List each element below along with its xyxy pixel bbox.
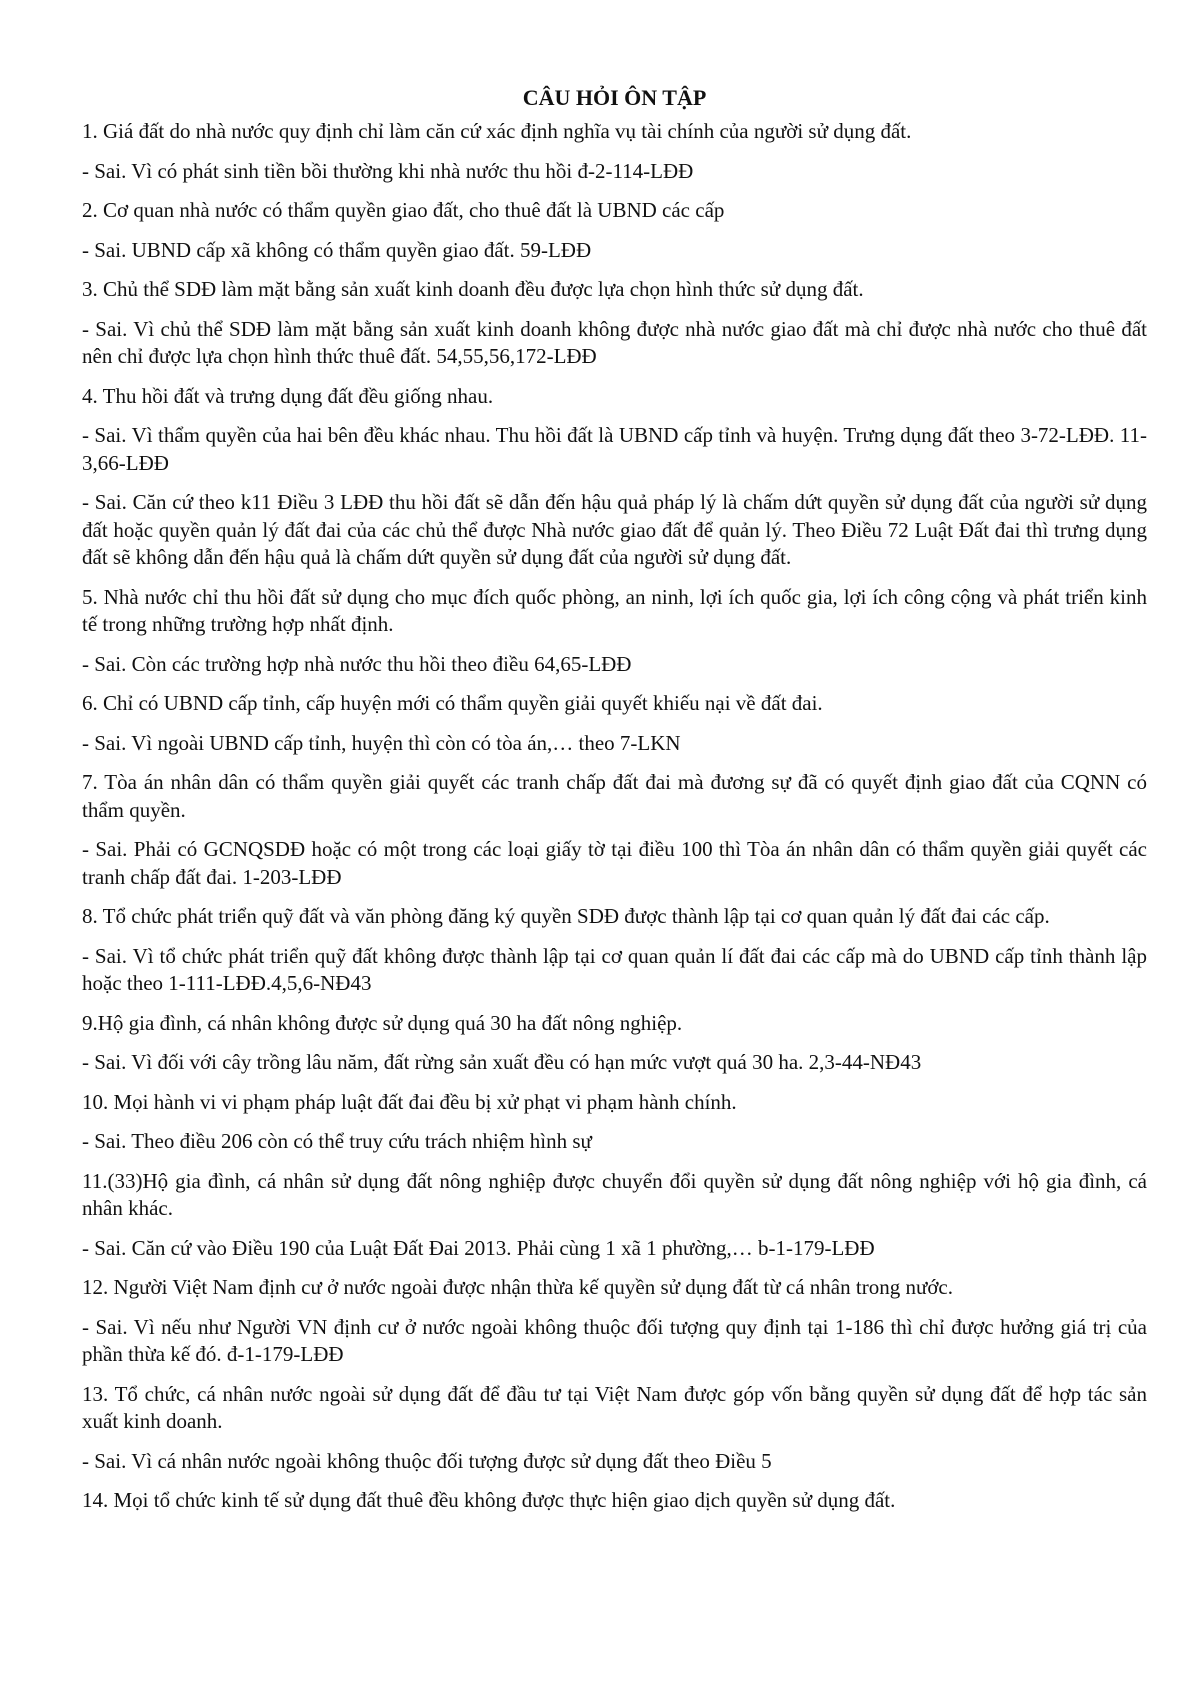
answer-7: - Sai. Phải có GCNQSDĐ hoặc có một trong các loại giấy tờ tại điều 100 thì Tòa án nhân dân có thẩm quyền giải quyết các tranh chấp đất đai. 1-203-LĐĐ	[82, 837, 1147, 889]
question-3: 3. Chủ thể SDĐ làm mặt bằng sản xuất kinh doanh đều được lựa chọn hình thức sử dụng đất.	[82, 277, 864, 301]
answer-3: - Sai. Vì chủ thể SDĐ làm mặt bằng sản xuất kinh doanh không được nhà nước giao đất mà chỉ được nhà nước cho thuê đất nên chỉ được lựa chọn hình thức thuê đất. 54,55,56,172-LĐĐ	[82, 316, 1147, 368]
question-11: 11.(33)Hộ gia đình, cá nhân sử dụng đất nông nghiệp được chuyển đổi quyền sử dụng đất nông nghiệp với hộ gia đình, cá nhân khác.	[82, 1168, 1147, 1220]
answer-11: - Sai. Căn cứ vào Điều 190 của Luật Đất Đai 2013. Phải cùng 1 xã 1 phường,… b-1-179-LĐĐ	[82, 1235, 875, 1260]
answer-4b: - Sai. Căn cứ theo k11 Điều 3 LĐĐ thu hồi đất sẽ dẫn đến hậu quả pháp lý là chấm dứt quyền sử dụng đất của người sử dụng đất hoặc quyền quản lý đất đai của các chủ thể được Nhà nước giao đất để quản lý. Theo Điều 72 Luật Đất đai thì trưng dụng đất sẽ không dẫn đến hậu quả là chấm dứt quyền sử dụng đất của người sử dụng đất.	[82, 490, 1147, 569]
answer-5: - Sai. Còn các trường hợp nhà nước thu hồi theo điều 64,65-LĐĐ	[82, 651, 632, 676]
qa-list	[82, 118, 1147, 1515]
answer-8: - Sai. Vì tổ chức phát triển quỹ đất không được thành lập tại cơ quan quản lí đất đai các cấp mà do UBND cấp tỉnh thành lập hoặc theo 1-111-LĐĐ.4,5,6-NĐ43	[82, 943, 1147, 995]
question-7: 7. Tòa án nhân dân có thẩm quyền giải quyết các tranh chấp đất đai mà đương sự đã có quyết định giao đất của CQNN có thẩm quyền.	[82, 770, 1147, 822]
answer-13: - Sai. Vì cá nhân nước ngoài không thuộc đối tượng được sử dụng đất theo Điều 5	[82, 1448, 772, 1473]
question-14: 14. Mọi tổ chức kinh tế sử dụng đất thuê đều không được thực hiện giao dịch quyền sử dụng đất.	[82, 1488, 896, 1512]
answer-4a: - Sai. Vì thẩm quyền của hai bên đều khác nhau. Thu hồi đất là UBND cấp tỉnh và huyện. Trưng dụng đất theo 3-72-LĐĐ. 11-3,66-LĐĐ	[82, 423, 1147, 475]
question-13: 13. Tổ chức, cá nhân nước ngoài sử dụng đất để đầu tư tại Việt Nam được góp vốn bằng quyền sử dụng đất để hợp tác sản xuất kinh doanh.	[82, 1381, 1147, 1433]
answer-10: - Sai. Theo điều 206 còn có thể truy cứu trách nhiệm hình sự	[82, 1129, 592, 1153]
document-page	[82, 84, 1147, 1527]
question-2: 2. Cơ quan nhà nước có thẩm quyền giao đất, cho thuê đất là UBND các cấp	[82, 198, 725, 222]
question-1: 1. Giá đất do nhà nước quy định chỉ làm căn cứ xác định nghĩa vụ tài chính của người sử dụng đất.	[82, 119, 912, 143]
question-8: 8. Tổ chức phát triển quỹ đất và văn phòng đăng ký quyền SDĐ được thành lập tại cơ quan quản lý đất đai các cấp.	[82, 904, 1050, 928]
answer-12: - Sai. Vì nếu như Người VN định cư ở nước ngoài không thuộc đối tượng quy định tại 1-186 thì chỉ được hưởng giá trị của phần thừa kế đó. đ-1-179-LĐĐ	[82, 1314, 1147, 1366]
answer-6: - Sai. Vì ngoài UBND cấp tỉnh, huyện thì còn có tòa án,… theo 7-LKN	[82, 730, 681, 755]
question-6: 6. Chỉ có UBND cấp tỉnh, cấp huyện mới có thẩm quyền giải quyết khiếu nại về đất đai.	[82, 691, 823, 715]
question-10: 10. Mọi hành vi vi phạm pháp luật đất đai đều bị xử phạt vi phạm hành chính.	[82, 1089, 737, 1114]
answer-1: - Sai. Vì có phát sinh tiền bồi thường khi nhà nước thu hồi đ-2-114-LĐĐ	[82, 158, 694, 183]
answer-2: - Sai. UBND cấp xã không có thẩm quyền giao đất. 59-LĐĐ	[82, 237, 592, 262]
question-9: 9.Hộ gia đình, cá nhân không được sử dụng quá 30 ha đất nông nghiệp.	[82, 1010, 683, 1035]
document-title: CÂU HỎI ÔN TẬP	[522, 85, 707, 110]
answer-9: - Sai. Vì đối với cây trồng lâu năm, đất rừng sản xuất đều có hạn mức vượt quá 30 ha. 2,3-44-NĐ43	[82, 1050, 922, 1074]
question-12: 12. Người Việt Nam định cư ở nước ngoài được nhận thừa kế quyền sử dụng đất từ cá nhân trong nước.	[82, 1275, 954, 1299]
question-5: 5. Nhà nước chỉ thu hồi đất sử dụng cho mục đích quốc phòng, an ninh, lợi ích quốc gia, lợi ích công cộng và phát triển kinh tế trong những trường hợp nhất định.	[82, 584, 1147, 636]
question-4: 4. Thu hồi đất và trưng dụng đất đều giống nhau.	[82, 383, 494, 408]
